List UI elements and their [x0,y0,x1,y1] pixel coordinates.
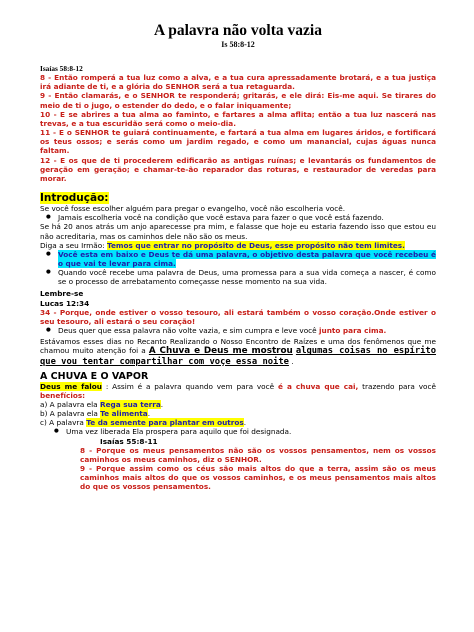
list-item: b) A palavra ela Te alimenta. [40,409,151,419]
bullet-list [40,427,436,436]
verse-9: 9 - Porque assim como os céus são mais altos do que a terra, assim são os meus caminhos mais altos do que os vossos caminhos, e os meus pensamentos mais altos do que os vossos pensamentos. [80,464,436,492]
list-item: ● Deus quer que essa palavra não volte vazia, e sim cumpra e leve você junto para cima. [40,326,436,335]
verse-11: 11 - E o SENHOR te guiará continuamente, e fartará a tua alma em lugares áridos, e fortificará os teus ossos; e serás como um jardim regado, e como um manancial, cujas águas nunca faltam. [40,128,436,156]
verse-9: 9 - Então clamarás, e o SENHOR te responderá; gritarás, e ele dirá: Eis-me aqui. Se tirares do meio de ti o jugo, o estender do dedo, e o falar iniquamente; [40,91,436,110]
intro-heading: Introdução: [40,192,109,205]
list-item: ● Uma vez liberada Ela prospera para aquilo que foi designada. [40,427,436,436]
bullet-list [40,213,436,222]
highlighted-text: Temos que entrar no propósito de Deus, esse propósito não tem limites. [106,240,405,250]
scripture-reference: Lucas 12:34 [40,298,90,308]
paragraph: Se você fosse escolher alguém para pregar o evangelho, você não escolheria você. [40,204,346,214]
paragraph: Se há 20 anos atrás um anjo aparecesse pra mim, e falasse que hoje eu estaria fazendo isso que estou eu não acreditaria, mas os caminhos dele não são os meus. [40,222,436,241]
list-item: a) A palavra ela Rega sua terra. [40,400,164,409]
bullet-list [40,250,436,287]
verse-10: 10 - E se abrires a tua alma ao faminto, e fartares a alma aflita; então a tua luz nascerá nas trevas, e a tua escuridão será como o meio-dia. [40,109,436,128]
page-subtitle: Is 58:8-12 [221,40,255,49]
scripture-reference: Isaías 55:8-11 [100,436,158,446]
list-item: ● Jamais escolheria você na condição que você estava para fazer o que você está fazendo. [40,213,436,222]
verse-34: 34 - Porque, onde estiver o vosso tesouro, ali estará também o vosso coração.Onde estiver o seu tesouro, ali estará o seu coração! [40,307,436,326]
scripture-reference: Isaías 58:8-12 [40,64,83,73]
paragraph: Estávamos esses dias no Recanto Realizando o Nosso Encontro de Raízes e uma dos fenômenos que me chamou muito atenção foi a A Chuva e Deus me mostrou algumas coisas no espírito que vou tentar compartilhar com voçe essa noite . [40,337,437,367]
list-item: c) A palavra Te da semente para plantar em outros. [40,418,247,428]
highlighted-text: Você esta em baixo e Deus te dá uma palavra, o objetivo desta palavra que você recebeu é o que vai te levar para cima. [58,249,436,268]
page-title: A palavra não volta vazia [154,22,322,39]
list-item: ● Quando você recebe uma palavra de Deus, uma promessa para a sua vida começa a nascer, é como se o processo de arrebatamento começasse nesse momento na sua vida. [40,268,436,286]
section-heading: A CHUVA E O VAPOR [40,370,149,382]
label: Lembre-se [40,289,84,299]
bullet-list [40,326,436,335]
list-item [40,250,436,268]
paragraph: Diga a seu Irmão: Temos que entrar no propósito de Deus, esse propósito não tem limites. [40,240,405,250]
verse-8: 8 - Então romperá a tua luz como a alva, e a tua cura apressadamente brotará, e a tua justiça irá adiante de ti, e a glória do SENHOR será a tua retaguarda. [40,73,436,92]
verse-8: 8 - Porque os meus pensamentos não são os vossos pensamentos, nem os vossos caminhos os meus caminhos, diz o SENHOR. [80,445,436,464]
paragraph: Deus me falou : Assim é a palavra quando vem para você é a chuva que cai, trazendo para você benefícios: [40,381,436,400]
verse-12: 12 - E os que de ti procederem edificarão as antigas ruínas; e levantarás os fundamentos de geração em geração; e chamar-te-ão reparador das roturas, e restaurador de veredas para morar. [40,155,436,183]
